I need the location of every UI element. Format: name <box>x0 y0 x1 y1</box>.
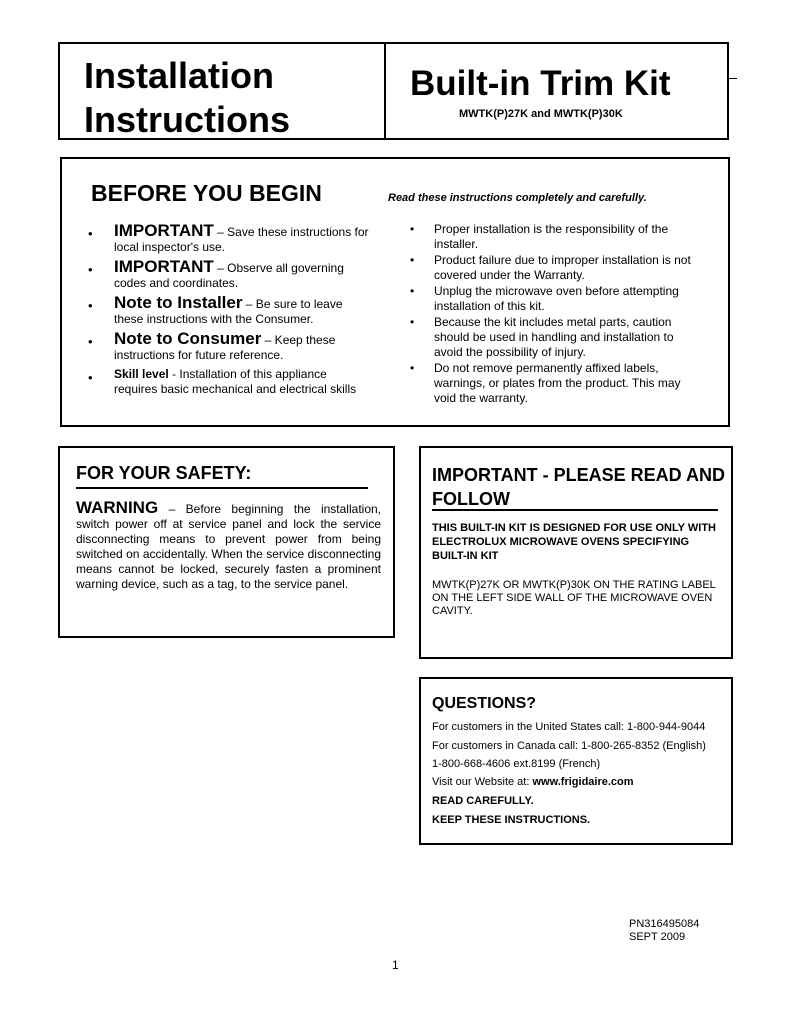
before-you-begin-heading: BEFORE YOU BEGIN <box>91 180 322 206</box>
doc-title <box>84 54 290 142</box>
product-title: Built-in Trim Kit <box>410 64 671 103</box>
item-keyword: IMPORTANT <box>114 221 214 240</box>
publish-date: SEPT 2009 <box>629 931 686 943</box>
left-bullet-list <box>88 223 373 401</box>
item-text: - Installation of this appliance requires basic mechanical and electrical skills <box>114 367 357 396</box>
french-phone: 1-800-668-4606 ext.8199 (French) <box>432 758 601 770</box>
website-prefix: Visit our Website at: <box>432 776 533 788</box>
keep-instructions: KEEP THESE INSTRUCTIONS. <box>432 814 591 826</box>
list-item <box>88 367 373 397</box>
part-number: PN316495084 <box>629 918 700 930</box>
item-keyword: Note to Installer <box>114 293 243 312</box>
safety-box <box>58 446 395 638</box>
safety-heading-underline <box>76 487 368 489</box>
important-heading: IMPORTANT - PLEASE READ AND FOLLOW <box>432 465 726 509</box>
item-keyword: IMPORTANT <box>114 257 214 276</box>
website-line <box>432 775 634 789</box>
doc-title-line1: Installation <box>84 55 275 96</box>
list-item <box>88 295 373 327</box>
page-number: 1 <box>392 958 399 972</box>
warning-keyword: WARNING <box>76 498 159 517</box>
list-item: • Proper installation is the responsibility of the installer. <box>408 222 698 252</box>
model-numbers: MWTK(P)27K and MWTK(P)30K <box>459 108 623 120</box>
header-tick-mark <box>729 78 737 79</box>
list-item: • Unplug the microwave oven before attempting installation of this kit. <box>408 284 698 314</box>
list-item: • Product failure due to improper installation is not covered under the Warranty. <box>408 253 698 283</box>
important-plain-text: MWTK(P)27K OR MWTK(P)30K ON THE RATING LABEL ON THE LEFT SIDE WALL OF THE MICROWAVE OVEN CAVITY. <box>432 579 716 617</box>
list-item <box>88 223 373 255</box>
item-text: – Be sure to leave these instructions with the Consumer. <box>114 297 343 326</box>
questions-heading: QUESTIONS? <box>432 695 537 712</box>
list-item <box>88 331 373 363</box>
important-box <box>419 446 733 659</box>
header-divider <box>384 44 386 138</box>
list-item: • Because the kit includes metal parts, caution should be used in handling and installation to avoid the possibility of injury. <box>408 315 698 360</box>
important-bold-text: THIS BUILT-IN KIT IS DESIGNED FOR USE ONLY WITH ELECTROLUX MICROWAVE OVENS SPECIFYING BUILT-IN KIT <box>432 522 716 562</box>
footer-part-info <box>629 918 699 944</box>
warning-text: – Before beginning the installation, switch power off at service panel and lock the service disconnecting means to prevent power from being switched on accidentally. When the service disconnecting means cannot be locked, securely fasten a prominent warning device, such as a tag, to the service panel. <box>76 502 381 591</box>
doc-title-line2: Instructions <box>84 99 291 140</box>
list-item <box>88 259 373 291</box>
important-heading-underline <box>432 509 718 511</box>
item-keyword: Note to Consumer <box>114 329 262 348</box>
item-text: – Save these instructions for local inspector's use. <box>114 225 369 254</box>
website-link[interactable]: www.frigidaire.com <box>532 776 634 788</box>
item-keyword: Skill level <box>114 367 169 381</box>
list-item: • Do not remove permanently affixed labels, warnings, or plates from the product. This may void the warranty. <box>408 361 698 406</box>
header-box <box>58 42 729 140</box>
read-carefully: READ CAREFULLY. <box>432 795 534 807</box>
safety-heading: FOR YOUR SAFETY: <box>76 463 252 483</box>
questions-box <box>419 677 733 845</box>
canada-phone: For customers in Canada call: 1-800-265-8352 (English) <box>432 740 706 752</box>
before-you-begin-box <box>60 157 730 427</box>
right-bullet-list <box>408 222 698 407</box>
us-phone: For customers in the United States call: 1-800-944-9044 <box>432 721 706 733</box>
safety-warning <box>76 500 381 592</box>
item-text: – Keep these instructions for future reference. <box>114 333 336 362</box>
read-instructions-note: Read these instructions completely and carefully. <box>388 192 647 204</box>
item-text: – Observe all governing codes and coordinates. <box>114 261 344 290</box>
